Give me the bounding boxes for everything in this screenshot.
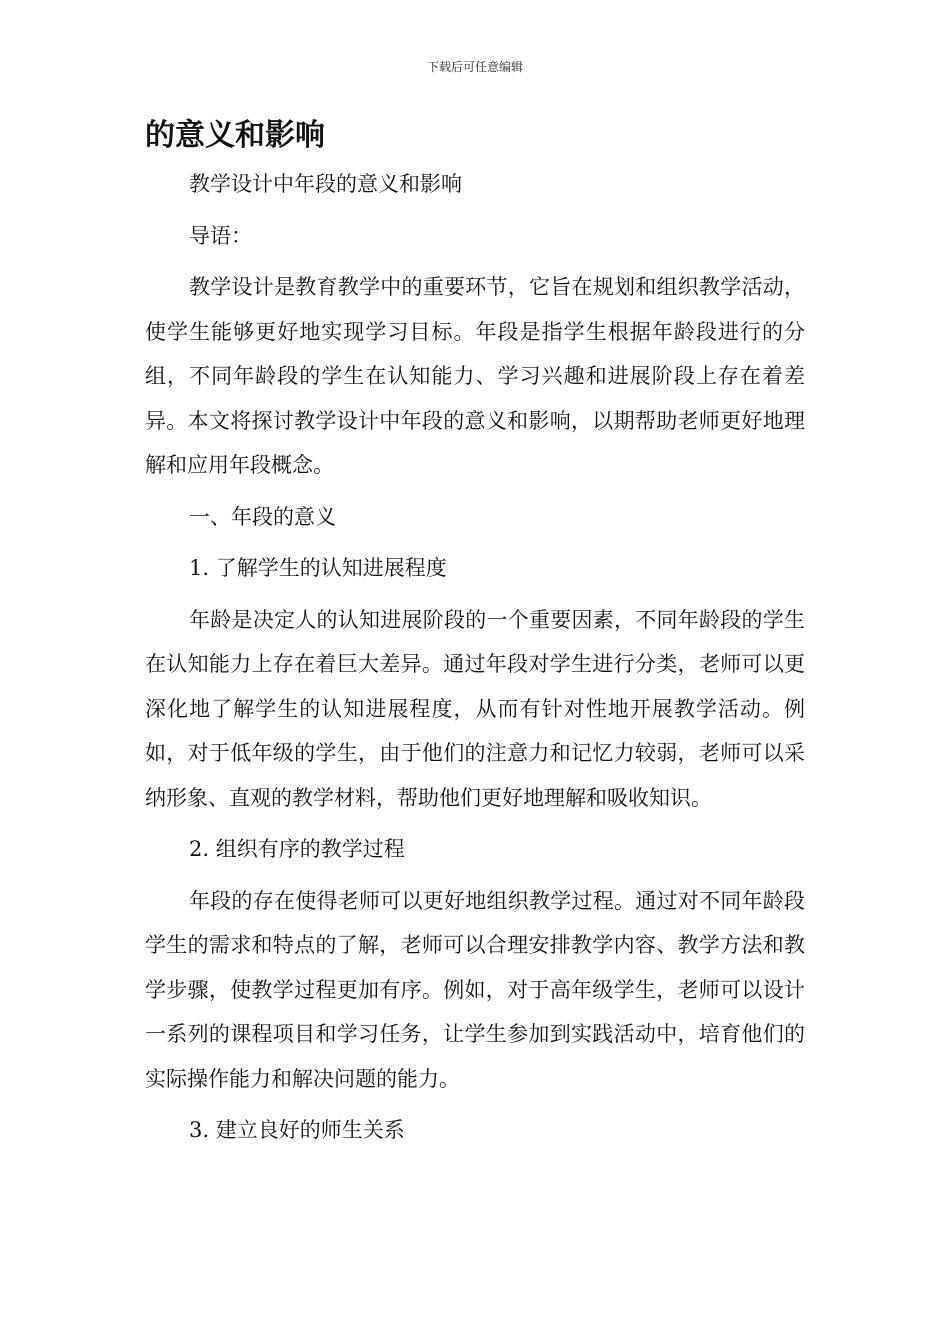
- intro-paragraph: 教学设计是教育教学中的重要环节，它旨在规划和组织教学活动，使学生能够更好地实现学习目标。年段是指学生根据年龄段进行的分组，不同年龄段的学生在认知能力、学习兴趣和进展阶段上存在着差异。本文将探讨教学设计中年段的意义和影响，以期帮助老师更好地理解和应用年段概念。: [145, 275, 805, 477]
- subsection-heading-2: 2. 组织有序的教学过程: [189, 837, 405, 861]
- document-title: 的意义和影响: [145, 118, 325, 153]
- subtitle: 教学设计中年段的意义和影响: [189, 172, 462, 196]
- subsection-heading-1: 1. 了解学生的认知进展程度: [189, 556, 447, 580]
- section-heading-1: 一、年段的意义: [189, 504, 336, 529]
- body-paragraph-1: 年龄是决定人的认知进展阶段的一个重要因素，不同年龄段的学生在认知能力上存在着巨大差异。通过年段对学生进行分类，老师可以更深化地了解学生的认知进展程度，从而有针对性地开展教学活动。例如，对于低年级的学生，由于他们的注意力和记忆力较弱，老师可以采纳形象、直观的教学材料，帮助他们更好地理解和吸收知识。: [145, 607, 805, 810]
- header-note: 下载后可任意编辑: [426, 60, 523, 74]
- intro-label: 导语：: [189, 223, 252, 248]
- body-paragraph-2: 年段的存在使得老师可以更好地组织教学过程。通过对不同年龄段学生的需求和特点的了解，老师可以合理安排教学内容、教学方法和教学步骤，使教学过程更加有序。例如，对于高年级学生，老师可以设计一系列的课程项目和学习任务，让学生参加到实践活动中，培育他们的实际操作能力和解决问题的能力。: [145, 888, 805, 1091]
- subsection-heading-3: 3. 建立良好的师生关系: [189, 1118, 405, 1142]
- document-body: [145, 162, 805, 1160]
